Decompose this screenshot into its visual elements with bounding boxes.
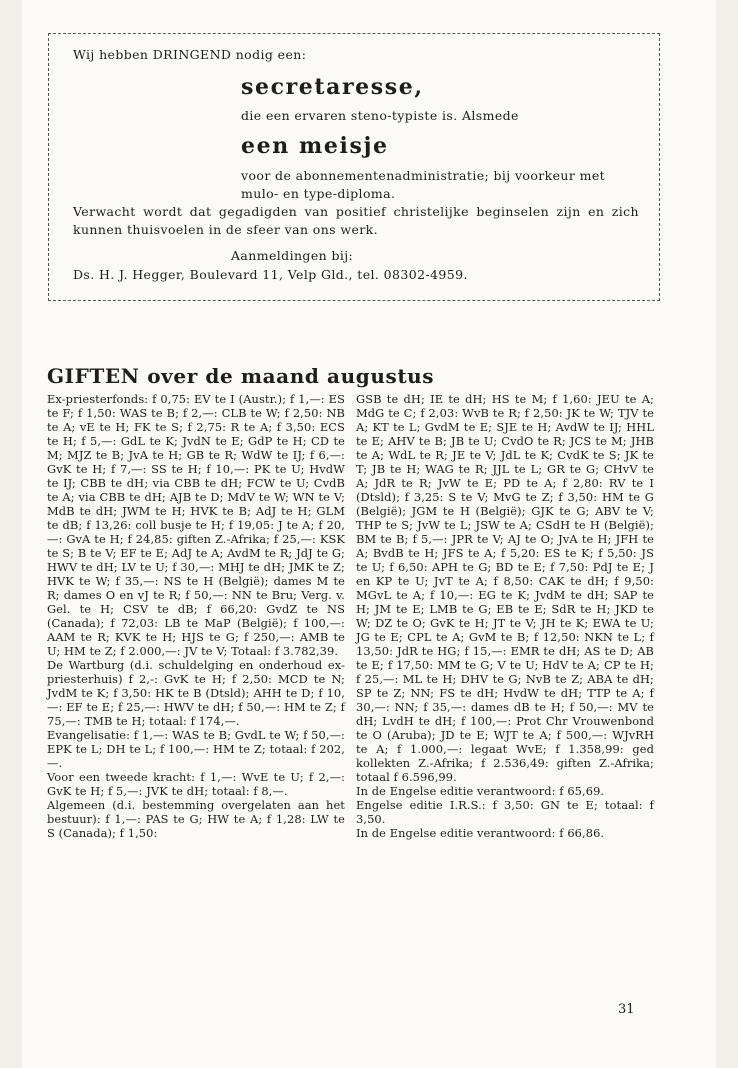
ad-apply-label: Aanmeldingen bij: xyxy=(231,248,354,263)
right-column xyxy=(356,392,654,841)
position-meisje-title: een meisje xyxy=(241,133,389,159)
position-meisje-desc: voor de abonnementenadministratie; bij voorkeur met mulo- en type-diploma. xyxy=(241,168,606,201)
paragraph-engelse-editie-1: In de Engelse editie verantwoord: f 65,69. xyxy=(356,784,605,799)
page xyxy=(22,0,716,1068)
page-number: 31 xyxy=(618,1002,635,1017)
paragraph-wartburg: De Wartburg (d.i. schuldelging en onderhoud ex-priesterhuis) f 2,-: GvK te H; f 2,50: MCD te N; JvdM te K; f 3,50: HK te B (Dtsld); AHH te D; f 10,—: EF te E; f 25,—: HWV te dH; f 50,—: HM te Z; f 75,—: TMB te H; totaal: f 174,—. xyxy=(47,658,345,729)
paragraph-evangelisatie: Evangelisatie: f 1,—: WAS te B; GvdL te W; f 50,—: EPK te L; DH te L; f 100,—: HM te Z; totaal: f 202,—. xyxy=(47,728,345,771)
ad-expectation: Verwacht wordt dat gegadigden van positief christelijke beginselen zijn en zich kunnen thuisvoelen in de sfeer van ons werk. xyxy=(73,204,639,237)
advertisement-box xyxy=(48,33,660,301)
position-secretaresse-title: secretaresse, xyxy=(241,74,424,100)
ad-contact: Ds. H. J. Hegger, Boulevard 11, Velp Gld., tel. 08302-4959. xyxy=(73,267,468,282)
paragraph-engelse-editie-2: In de Engelse editie verantwoord: f 66,86. xyxy=(356,826,605,841)
article-title: GIFTEN over de maand augustus xyxy=(47,364,435,388)
left-column xyxy=(47,392,345,841)
paragraph-algemeen-continued: GSB te dH; IE te dH; HS te M; f 1,60: JEU te A; MdG te C; f 2,03: WvB te R; f 2,50: JK te W; TJV te A; KT te L; GvdM te E; SJE te H; AvdW te IJ; HHL te E; AHV te B; JB te U; CvdO te R; JCS te M; JHB te A; WdL te R; JE te V; JdL te K; CvdK te S; JK te T; JB te H; WAG te R; JJL te L; GR te G; CHvV te A; JdR te R; JvW te E; PD te A; f 2,80: RV te I (Dtsld); f 3,25: S te V; MvG te Z; f 3,50: HM te G (België); JGM te H (België); GJK te G; ABV te V; THP te S; JvW te L; JSW te A; CSdH te H (België); BM te B; f 5,—: JPR te V; AJ te O; JvA te H; JFH te A; BvdB te H; JFS te A; f 5,20: ES te K; f 5,50: JS te U; f 6,50: APH te G; BD te E; f 7,50: PdJ te E; J en KP te U; JvT te A; f 8,50: CAK te dH; f 9,50: MGvL te A; f 10,—: EG te K; JvdM te dH; SAP te H; JM te E; LMB te G; EB te E; SdR te H; JKD te W; DZ te O; GvK te H; JT te V; JH te K; EWA te U; JG te E; CPL te A; GvM te B; f 12,50: NKN te L; f 13,50: JdR te HG; f 15,—: EMR te dH; AS te D; AB te E; f 17,50: MM te G; V te U; HdV te A; CP te H; f 25,—: ML te H; DHV te G; NvB te Z; ABA te dH; SP te Z; NN; FS te dH; HvdW te dH; TTP te A; f 30,—: NN; f 35,—: dames dB te H; f 50,—: MV te dH; LvdH te dH; f 100,—: Prot Chr Vrouwenbond te O (Aruba); JD te E; WJT te A; f 500,—: WJvRH te A; f 1.000,—: legaat WvE; f 1.358,99: ged kollekten Z.-Afrika; f 2.536,49: giften Z.-Afrika; totaal f 6.596,99. xyxy=(356,392,654,785)
paragraph-engelse-editie-irs: Engelse editie I.R.S.: f 3,50: GN te E; totaal: f 3,50. xyxy=(356,798,654,827)
position-secretaresse-desc: die een ervaren steno-typiste is. Alsmede xyxy=(241,108,519,123)
paragraph-tweede-kracht: Voor een tweede kracht: f 1,—: WvE te U; f 2,—: GvK te H; f 5,—: JVK te dH; totaal: f 8,—. xyxy=(47,770,345,799)
paragraph-algemeen: Algemeen (d.i. bestemming overgelaten aan het bestuur): f 1,—: PAS te G; HW te A; f 1,28: LW te S (Canada); f 1,50: xyxy=(47,798,345,841)
ad-intro: Wij hebben DRINGEND nodig een: xyxy=(73,47,307,62)
paragraph-ex-priesterfonds: Ex-priesterfonds: f 0,75: EV te I (Austr.); f 1,—: ES te F; f 1,50: WAS te B; f 2,—: CLB te W; f 2,50: NB te A; vE te H; FK te S; f 2,75: R te A; f 3,50: ECS te H; f 5,—: GdL te K; JvdN te E; GdP te H; CD te M; MJZ te B; JvA te H; GB te R; WdW te IJ; f 6,—: GvK te H; f 7,—: SS te H; f 10,—: PK te U; HvdW te IJ; CBB te dH; via CBB te dH; FCW te U; CvdB te A; via CBB te dH; AJB te D; MdV te W; WN te V; MdB te dH; JWM te H; HVK te B; AdJ te H; GLM te dB; f 13,26: coll busje te H; f 19,05: J te A; f 20,—: GvA te H; f 24,85: giften Z.-Afrika; f 25,—: KSK te S; B te V; EF te E; AdJ te A; AvdM te R; JdJ te G; HWV te dH; LV te U; f 30,—: MHJ te dH; JMK te Z; HVK te W; f 35,—: NS te H (België); dames M te R; dames O en vJ te R; f 50,—: NN te Bru; Verg. v. Gel. te H; CSV te dB; f 66,20: GvdZ te NS (Canada); f 72,03: LB te MaP (België); f 100,—: AAM te R; KVK te H; HJS te G; f 250,—: AMB te U; HM te Z; f 2.000,—: JV te V; Totaal: f 3.782,39. xyxy=(47,392,345,659)
